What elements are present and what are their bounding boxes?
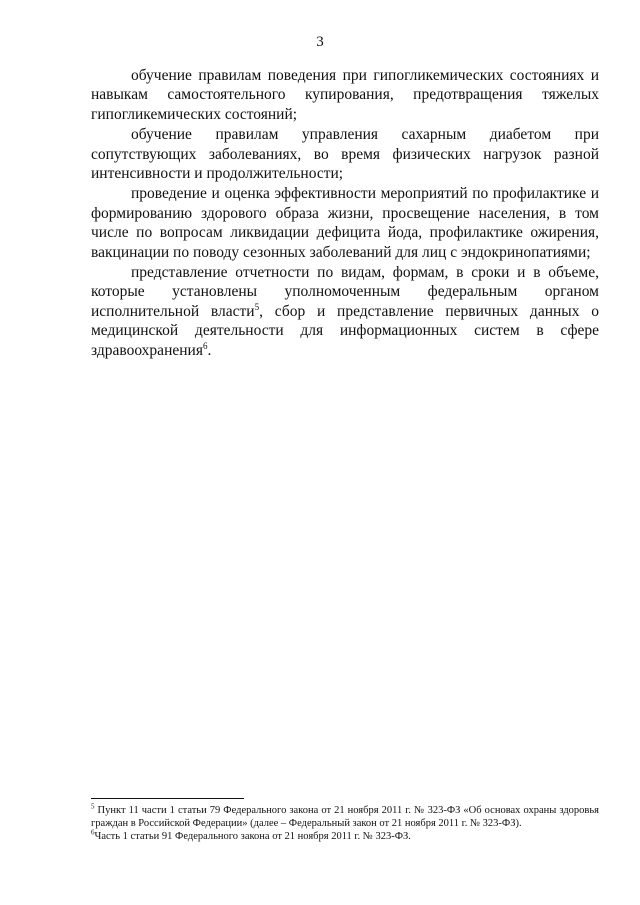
footnote-5 [91,804,599,830]
paragraph-diabetes-management-training: обучение правилам управления сахарным диабетом при сопутствующих заболеваниях, во время физических нагрузок разной интенсивности и продолжительности; [91,126,599,183]
footnotes [91,804,599,843]
footnote-marker-6: 6 [91,828,95,837]
body-text [91,66,599,361]
footnote-6-text: Часть 1 статьи 91 Федерального закона от 21 ноября 2011 г. № 323-ФЗ. [94,831,411,842]
footnote-ref-6: 6 [202,340,208,351]
paragraph-prevention-measures: проведение и оценка эффективности мероприятий по профилактике и формированию здорового образа жизни, просвещение населения, в том числе по вопросам ликвидации дефицита йода, профилактике ожирения, вакцинации по поводу сезонных заболеваний для лиц с эндокринопатиями; [91,185,599,261]
footnote-5-text: Пункт 11 части 1 статьи 79 Федерального закона от 21 ноября 2011 г. № 323-ФЗ «Об основах охраны здоровья граждан в Российской Федерации» (далее – Федеральный закон от 21 ноября 2011 г. № 323-ФЗ). [91,805,599,829]
page-number: 3 [316,34,324,50]
reporting-text-part-1: представление отчетности по видам, формам, в сроки и в объеме, которые установлены уполномоченным федеральным органом исполнительной власти [91,264,599,320]
paragraph-reporting [91,263,599,360]
footnote-ref-5: 5 [254,301,260,312]
reporting-text-part-3: . [207,341,212,359]
footnote-6 [91,830,599,843]
footnote-marker-5: 5 [91,802,95,811]
footnote-separator [91,798,244,799]
reporting-text-part-2: , сбор и представление первичных данных о медицинской деятельности для информационных систем в сфере здравоохранения [91,302,599,359]
paragraph-hypoglycemia-training: обучение правилам поведения при гипогликемических состояниях и навыкам самостоятельного купирования, предотвращения тяжелых гипогликемических состояний; [91,67,599,123]
